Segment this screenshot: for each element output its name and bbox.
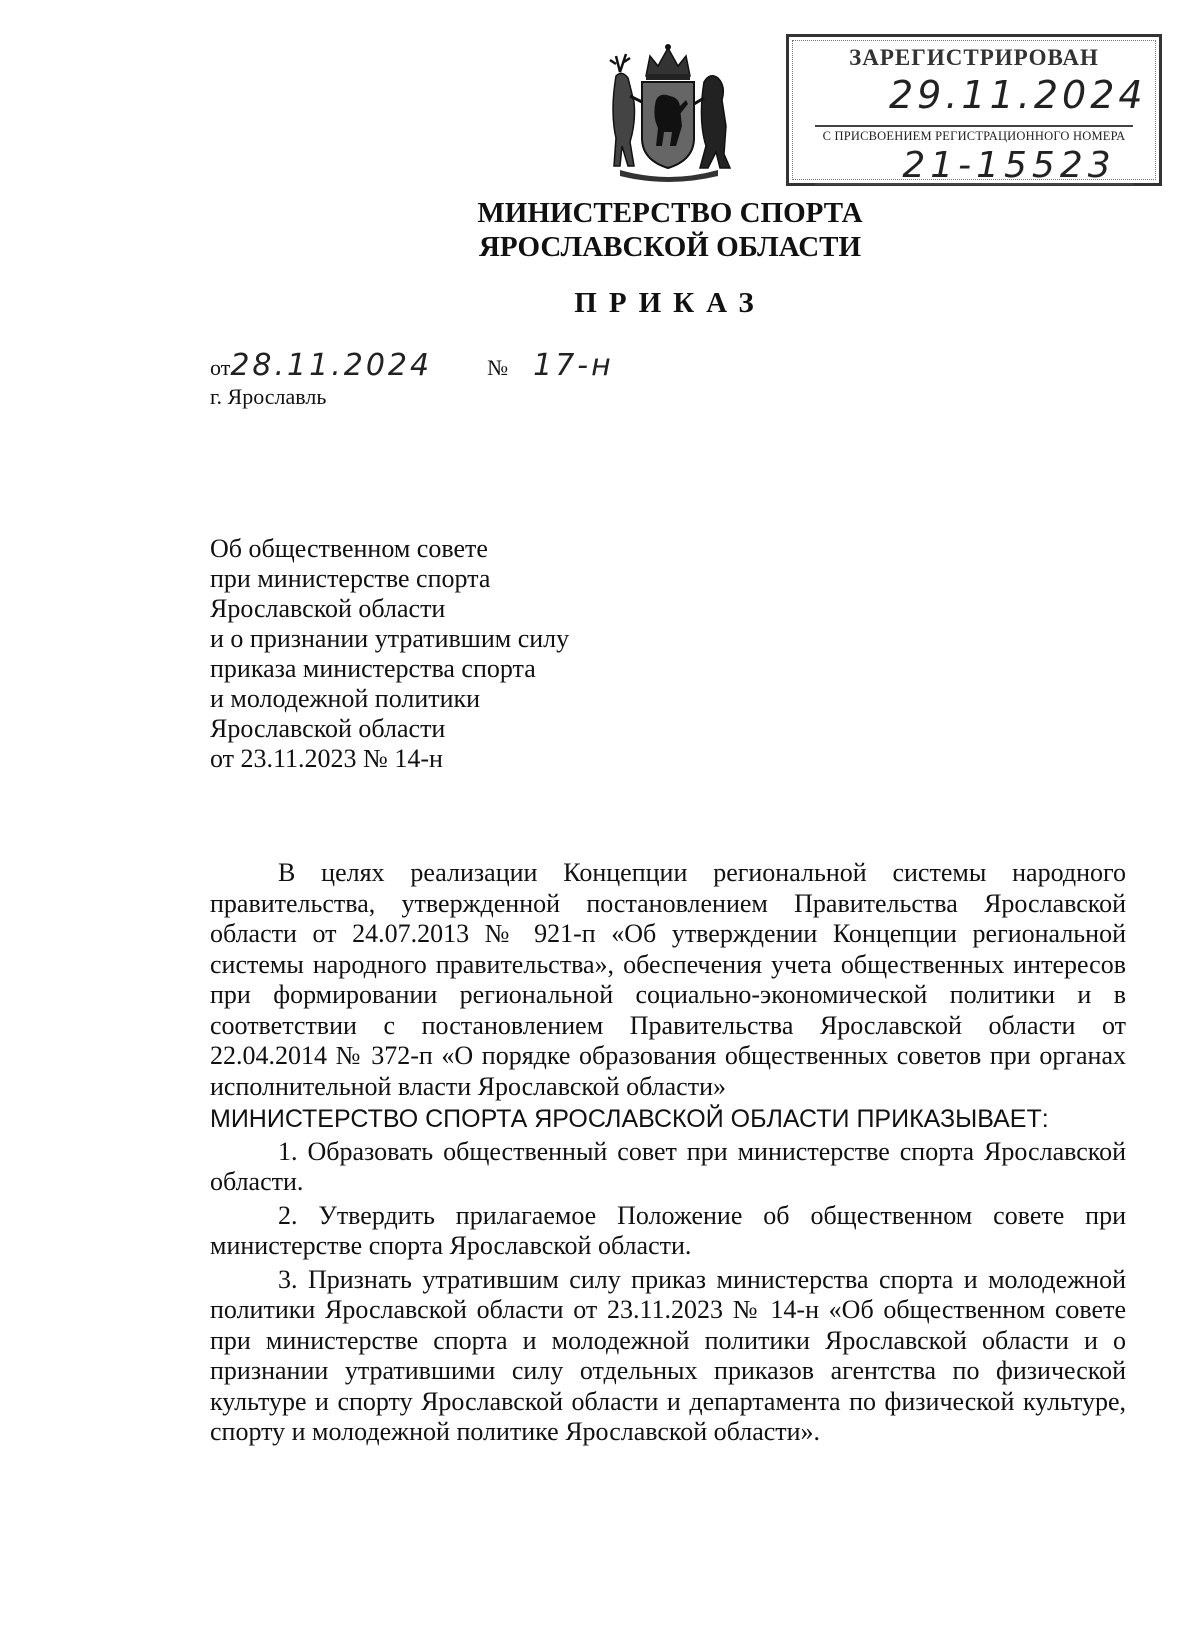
stamp-subtitle: С ПРИСВОЕНИЕМ РЕГИСТРАЦИОННОГО НОМЕРА [822, 129, 1126, 143]
title-line: и молодежной политики [210, 684, 481, 713]
date-prefix: от [210, 355, 231, 380]
order-item-3: 3. Признать утратившим силу приказ министерства спорта и молодежной политики Ярославской области от 23.11.2023 № 14-н «Об общественном совете при министерстве спорта и молодежной политики Ярославской области и о признании утратившими силу отдельных приказов агентства по физической культуре и спорту Ярославской области и департамента по физической культуре, спорту и молодежной политике Ярославской области». [210, 1264, 1126, 1446]
order-item-2: 2. Утвердить прилагаемое Положение об общественном совете при министерстве спорта Ярославской области. [210, 1200, 1126, 1260]
preamble-paragraph: В целях реализации Концепции региональной системы народного правительства, утвержденной постановлением Правительства Ярославской области от 24.07.2013 № 921-п «Об утверждении Концепции региональной системы народного правительства», обеспечения учета общественных интересов при формировании региональной социально-экономической политики и в соответствии с постановлением Правительства Ярославской области от 22.04.2014 № 372-п «О порядке образования общественных советов при органах исполнительной власти Ярославской области» [210, 858, 1126, 1101]
order-date: 28.11.2024 [230, 348, 433, 383]
number-prefix: № [487, 355, 509, 380]
order-city: г. Ярославль [210, 384, 327, 409]
document-body [210, 858, 1126, 1451]
title-line: Ярославской области [210, 714, 446, 743]
title-line: при министерстве спорта [210, 564, 491, 593]
order-number: 17-н [533, 348, 614, 383]
order-date-number [210, 348, 614, 383]
order-item-1: 1. Образовать общественный совет при министерстве спорта Ярославской области. [210, 1136, 1126, 1196]
yaroslavl-coat-of-arms-icon [600, 42, 736, 184]
title-line: приказа министерства спорта [210, 654, 536, 683]
stamp-title: ЗАРЕГИСТРИРОВАН [849, 45, 1099, 70]
document-type: ПРИКАЗ [574, 287, 766, 319]
title-line: Ярославской области [210, 594, 446, 623]
stamp-registration-number: 21-15523 [902, 145, 1116, 186]
ministry-line-2: ЯРОСЛАВСКОЙ ОБЛАСТИ [478, 231, 862, 263]
ministry-name [380, 196, 960, 264]
title-line: от 23.11.2023 № 14-н [210, 744, 443, 773]
ministry-line-1: МИНИСТЕРСТВО СПОРТА [477, 197, 863, 229]
registration-stamp [786, 34, 1162, 186]
document-title [210, 534, 630, 774]
title-line: Об общественном совете [210, 534, 488, 563]
title-line: и о признании утратившим силу [210, 624, 570, 653]
decree-line: МИНИСТЕРСТВО СПОРТА ЯРОСЛАВСКОЙ ОБЛАСТИ ПРИКАЗЫВАЕТ: [210, 1105, 1049, 1133]
stamp-registration-date: 29.11.2024 [889, 73, 1147, 117]
